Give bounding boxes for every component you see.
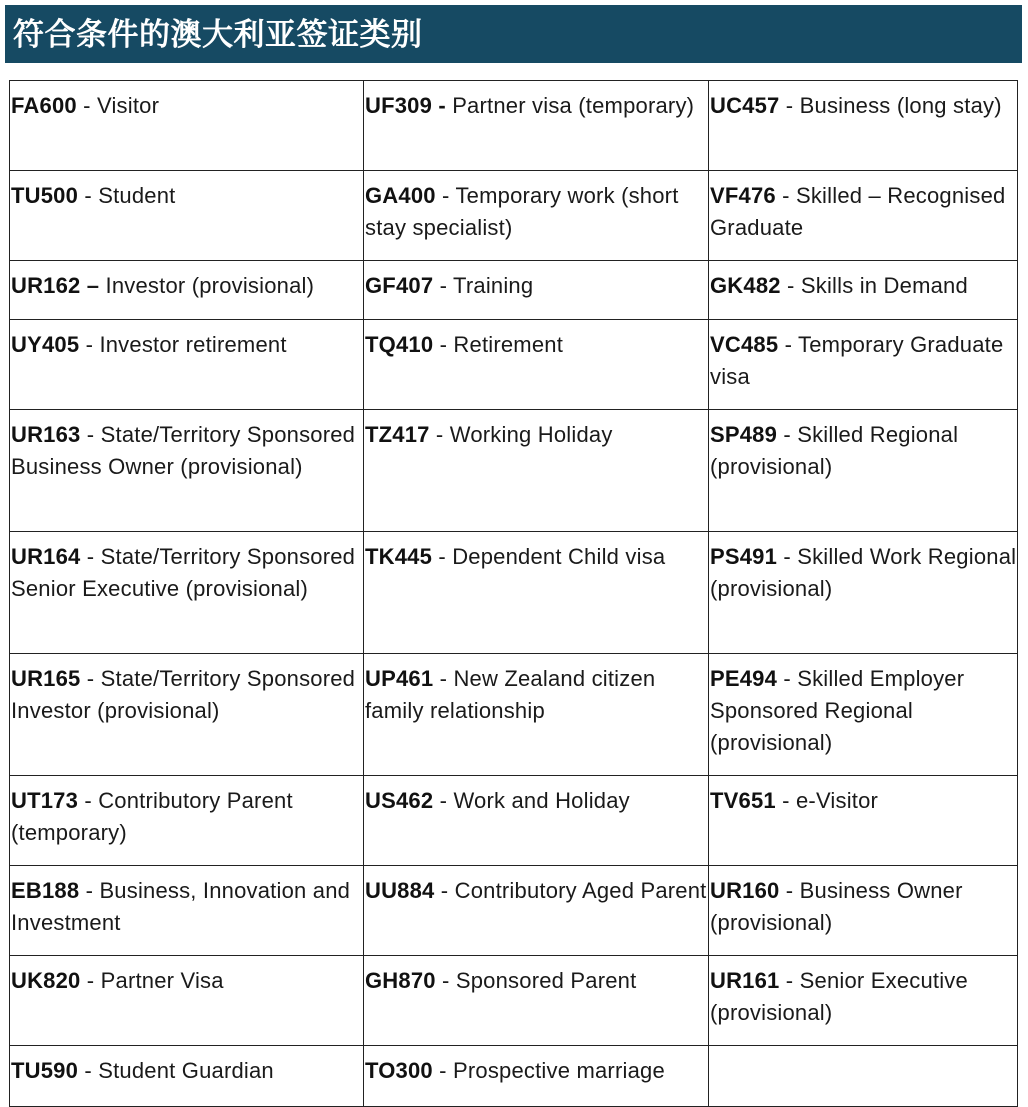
visa-code: PS491 xyxy=(710,544,778,569)
visa-separator: – xyxy=(80,273,106,298)
visa-description: Investor (provisional) xyxy=(105,273,315,298)
table-cell xyxy=(709,320,1018,410)
visa-separator: - xyxy=(78,1058,99,1083)
visa-separator: - xyxy=(432,544,453,569)
visa-code: UT173 xyxy=(11,788,79,813)
table-cell xyxy=(709,410,1018,532)
visa-description: Contributory Aged Parent xyxy=(454,878,707,903)
visa-separator: - xyxy=(777,544,798,569)
table-row xyxy=(10,532,1018,654)
visa-description: Skilled Employer Sponsored Regional (provisional) xyxy=(710,666,965,755)
visa-description: Temporary Graduate visa xyxy=(710,332,1004,389)
visa-separator: - xyxy=(777,422,798,447)
visa-description: Dependent Child visa xyxy=(452,544,666,569)
visa-separator: - xyxy=(778,332,799,357)
table-cell xyxy=(364,261,709,320)
visa-table xyxy=(9,80,1018,1107)
table-cell xyxy=(10,532,364,654)
visa-separator: - xyxy=(80,968,101,993)
visa-description: Skilled Work Regional (provisional) xyxy=(710,544,1017,601)
visa-description: Partner visa (temporary) xyxy=(452,93,695,118)
visa-code: GK482 xyxy=(710,273,781,298)
table-row xyxy=(10,956,1018,1046)
visa-description: State/Territory Sponsored Business Owner (provisional) xyxy=(11,422,356,479)
table-cell xyxy=(10,261,364,320)
table-row xyxy=(10,1046,1018,1107)
visa-code: VF476 xyxy=(710,183,776,208)
visa-code: UR163 xyxy=(11,422,81,447)
visa-separator: - xyxy=(79,332,100,357)
visa-code: GH870 xyxy=(365,968,436,993)
visa-code: UR164 xyxy=(11,544,81,569)
visa-code: UR162 xyxy=(11,273,81,298)
table-cell xyxy=(709,261,1018,320)
visa-code: EB188 xyxy=(11,878,80,903)
table-cell xyxy=(364,410,709,532)
visa-description: Business Owner (provisional) xyxy=(710,878,963,935)
visa-description: New Zealand citizen family relationship xyxy=(365,666,656,723)
table-row xyxy=(10,776,1018,866)
visa-separator: - xyxy=(779,878,800,903)
table-cell xyxy=(364,320,709,410)
visa-separator: - xyxy=(429,422,450,447)
visa-separator: - xyxy=(780,273,801,298)
table-cell xyxy=(364,81,709,171)
table-cell xyxy=(364,956,709,1046)
visa-code: TU590 xyxy=(11,1058,79,1083)
table-cell xyxy=(10,1046,364,1107)
visa-code: FA600 xyxy=(11,93,77,118)
table-cell xyxy=(10,410,364,532)
visa-code: UF309 - xyxy=(365,93,446,118)
visa-separator: - xyxy=(432,1058,454,1083)
table-cell xyxy=(364,171,709,261)
visa-description: Prospective marriage xyxy=(453,1058,665,1083)
visa-code: UR160 xyxy=(710,878,780,903)
visa-code: TQ410 xyxy=(365,332,434,357)
visa-separator: - xyxy=(76,93,97,118)
visa-code: TU500 xyxy=(11,183,79,208)
visa-separator: - xyxy=(775,183,796,208)
visa-code: TV651 xyxy=(710,788,776,813)
visa-code: VC485 xyxy=(710,332,779,357)
visa-description: Skills in Demand xyxy=(800,273,968,298)
visa-code: TZ417 xyxy=(365,422,430,447)
visa-separator: - xyxy=(79,878,100,903)
table-cell xyxy=(709,654,1018,776)
visa-separator: - xyxy=(435,183,456,208)
visa-description: State/Territory Sponsored Senior Executive (provisional) xyxy=(11,544,356,601)
visa-code: UR161 xyxy=(710,968,780,993)
visa-description: Visitor xyxy=(96,93,160,118)
visa-separator: - xyxy=(80,666,101,691)
visa-separator: - xyxy=(779,968,800,993)
visa-code: UU884 xyxy=(365,878,435,903)
visa-description: Work and Holiday xyxy=(453,788,630,813)
table-cell xyxy=(10,776,364,866)
visa-description: Contributory Parent (temporary) xyxy=(11,788,293,845)
visa-separator: - xyxy=(80,422,101,447)
table-row xyxy=(10,320,1018,410)
visa-code: US462 xyxy=(365,788,434,813)
visa-description: Business (long stay) xyxy=(799,93,1002,118)
table-cell xyxy=(709,866,1018,956)
visa-description: Skilled – Recognised Graduate xyxy=(710,183,1006,240)
visa-description: Partner Visa xyxy=(100,968,224,993)
table-cell xyxy=(364,866,709,956)
table-row xyxy=(10,410,1018,532)
table-cell xyxy=(10,81,364,171)
table-cell xyxy=(10,654,364,776)
table-cell xyxy=(364,532,709,654)
visa-code: UK820 xyxy=(11,968,81,993)
visa-separator: - xyxy=(779,93,800,118)
visa-separator: - xyxy=(775,788,796,813)
table-cell xyxy=(709,956,1018,1046)
visa-description: Retirement xyxy=(453,332,564,357)
visa-code: UY405 xyxy=(11,332,80,357)
visa-separator: - xyxy=(433,788,454,813)
visa-description: Temporary work (short stay specialist) xyxy=(365,183,679,240)
visa-description: Student Guardian xyxy=(98,1058,274,1083)
visa-description: Skilled Regional (provisional) xyxy=(710,422,959,479)
table-row xyxy=(10,654,1018,776)
table-cell xyxy=(709,171,1018,261)
visa-separator: - xyxy=(433,666,454,691)
visa-code: SP489 xyxy=(710,422,778,447)
visa-description: Senior Executive (provisional) xyxy=(710,968,968,1025)
title-banner xyxy=(5,5,1022,63)
visa-code: PE494 xyxy=(710,666,778,691)
table-cell xyxy=(709,81,1018,171)
visa-code: UP461 xyxy=(365,666,434,691)
visa-description: Working Holiday xyxy=(449,422,613,447)
visa-separator: - xyxy=(80,544,101,569)
visa-description: Student xyxy=(98,183,176,208)
visa-code: TO300 xyxy=(365,1058,433,1083)
visa-description: Training xyxy=(453,273,534,298)
visa-description: Business, Innovation and Investment xyxy=(11,878,351,935)
table-cell xyxy=(10,956,364,1046)
table-row xyxy=(10,171,1018,261)
visa-description: Sponsored Parent xyxy=(455,968,637,993)
visa-description: e-Visitor xyxy=(795,788,879,813)
visa-separator: - xyxy=(78,788,99,813)
table-cell xyxy=(10,866,364,956)
visa-code: GA400 xyxy=(365,183,436,208)
table-cell xyxy=(709,532,1018,654)
page-title: 符合条件的澳大利亚签证类别 xyxy=(13,17,423,53)
table-cell xyxy=(364,1046,709,1107)
table-row xyxy=(10,866,1018,956)
visa-code: UC457 xyxy=(710,93,780,118)
visa-code: UR165 xyxy=(11,666,81,691)
table-cell xyxy=(10,320,364,410)
visa-separator: - xyxy=(78,183,99,208)
table-cell xyxy=(10,171,364,261)
visa-separator: - xyxy=(435,968,456,993)
table-cell xyxy=(364,654,709,776)
visa-description: Investor retirement xyxy=(99,332,287,357)
table-row xyxy=(10,81,1018,171)
visa-description: State/Territory Sponsored Investor (provisional) xyxy=(11,666,356,723)
visa-separator: - xyxy=(433,332,454,357)
visa-separator: - xyxy=(433,273,454,298)
table-cell xyxy=(364,776,709,866)
table-cell xyxy=(709,776,1018,866)
visa-separator: - xyxy=(434,878,455,903)
visa-separator: - xyxy=(777,666,798,691)
visa-code: GF407 xyxy=(365,273,434,298)
table-row xyxy=(10,261,1018,320)
empty-cell xyxy=(709,1046,1018,1107)
visa-code: TK445 xyxy=(365,544,433,569)
